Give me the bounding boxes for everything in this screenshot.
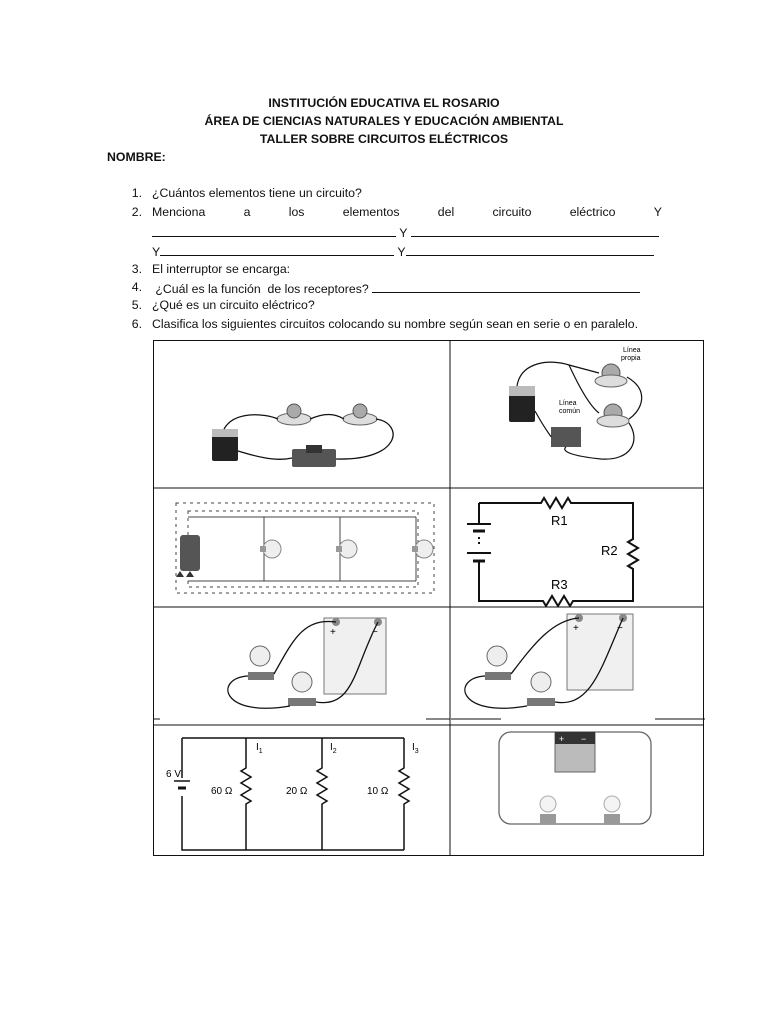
question-5-number: 5. [131,298,142,312]
question-6-number: 6. [131,317,142,331]
current-subscript: 2 [332,748,337,755]
question-2-number: 2. [131,205,142,219]
line-label: común [559,408,581,415]
plus-sign: + [573,623,579,634]
minus-sign: − [617,623,623,634]
q2-connector: Y [152,245,161,259]
minus-sign: − [581,734,587,744]
bulb-icon [336,540,357,558]
voltage-label: 6 V [166,769,182,780]
resistor-label: 20 Ω [286,786,308,797]
resistor-label: R2 [601,543,618,558]
battery-icon [180,535,200,571]
bulb-icon [485,646,511,680]
line-label: propia [621,355,641,362]
minus-sign: − [372,627,378,638]
resistor-label: R3 [551,577,568,592]
svg-text:I1 [256,742,263,755]
switch-icon [551,427,581,447]
figure-5-circuit [154,608,450,725]
institution-name: INSTITUCIÓN EDUCATIVA EL ROSARIO [268,96,500,110]
question-4-number: 4. [131,280,142,294]
battery-bulbs-photo [154,608,450,725]
battery-icon [212,429,238,461]
bulb-icon [248,646,274,680]
plus-sign: + [330,627,336,638]
q2-word: circuito [492,205,532,219]
question-1-text: ¿Cuántos elementos tiene un circuito? [152,186,362,200]
q2-connector: Y [397,245,406,259]
parallel-circuit-photo [451,341,705,488]
q2-word: del [437,205,455,219]
q2-word: los [288,205,305,219]
current-label: I [256,742,259,753]
question-2-text [152,205,662,219]
question-5-text: ¿Qué es un circuito eléctrico? [152,298,315,312]
resistor-label: 60 Ω [211,786,233,797]
plus-sign: + [559,734,565,744]
line-label: Línea [559,400,577,407]
question-4-text [152,280,640,296]
series-circuit-photo [154,341,450,488]
current-subscript: 3 [414,748,419,755]
switch-icon [292,445,336,467]
bulb-icon [260,540,281,558]
question-3-number: 3. [131,262,142,276]
figure-7-circuit [154,726,450,856]
bulb-icon [527,672,555,706]
figure-1-circuit [154,341,450,488]
question-4-label: ¿Cuál es la función de los receptores? [152,282,369,296]
current-subscript: 1 [258,748,263,755]
nombre-label: NOMBRE: [107,150,166,164]
resistor-label: R1 [551,513,568,528]
figure-3-circuit [154,489,450,607]
line-label: Línea [623,347,641,354]
q2-word: elementos [342,205,400,219]
area-name: ÁREA DE CIENCIAS NATURALES Y EDUCACIÓN AMBIENTAL [204,114,564,128]
question-2-answer-line-2[interactable] [152,243,654,259]
figure-6-circuit [451,608,705,725]
figure-4-circuit [451,489,705,607]
workshop-title: TALLER SOBRE CIRCUITOS ELÉCTRICOS [259,132,509,146]
question-2-answer-line-1[interactable] [152,224,659,240]
parallel-bulbs-diagram [154,489,450,607]
battery-two-bulbs-loop [451,726,705,856]
q2-word: Menciona [152,205,206,219]
svg-text:I2 [330,742,337,755]
figure-8-circuit [451,726,705,856]
question-1-number: 1. [131,186,142,200]
current-label: I [412,742,415,753]
bulb-holder-icon [277,404,311,425]
question-6-text: Clasifica los siguientes circuitos colocando su nombre según sean en serie o en paralelo. [152,317,639,331]
series-resistor-diagram [451,489,705,607]
bulb-icon [412,540,433,558]
question-4-answer-line[interactable] [372,280,640,293]
svg-text:I3 [412,742,419,755]
bulb-icon [540,796,556,824]
q2-word: eléctrico [569,205,616,219]
resistor-label: 10 Ω [367,786,389,797]
bulb-holder-icon [343,404,377,425]
current-label: I [330,742,333,753]
document-header [0,94,768,148]
battery-bulbs-photo [451,608,705,725]
figure-2-circuit [451,341,705,488]
bulb-icon [288,672,316,706]
question-3-text: El interruptor se encarga: [152,262,291,276]
q2-connector: Y [399,226,408,240]
q2-word: a [243,205,251,219]
circuit-figure-grid [153,340,704,856]
bulb-icon [604,796,620,824]
q2-word: Y [653,205,662,219]
parallel-resistor-diagram [154,726,450,856]
